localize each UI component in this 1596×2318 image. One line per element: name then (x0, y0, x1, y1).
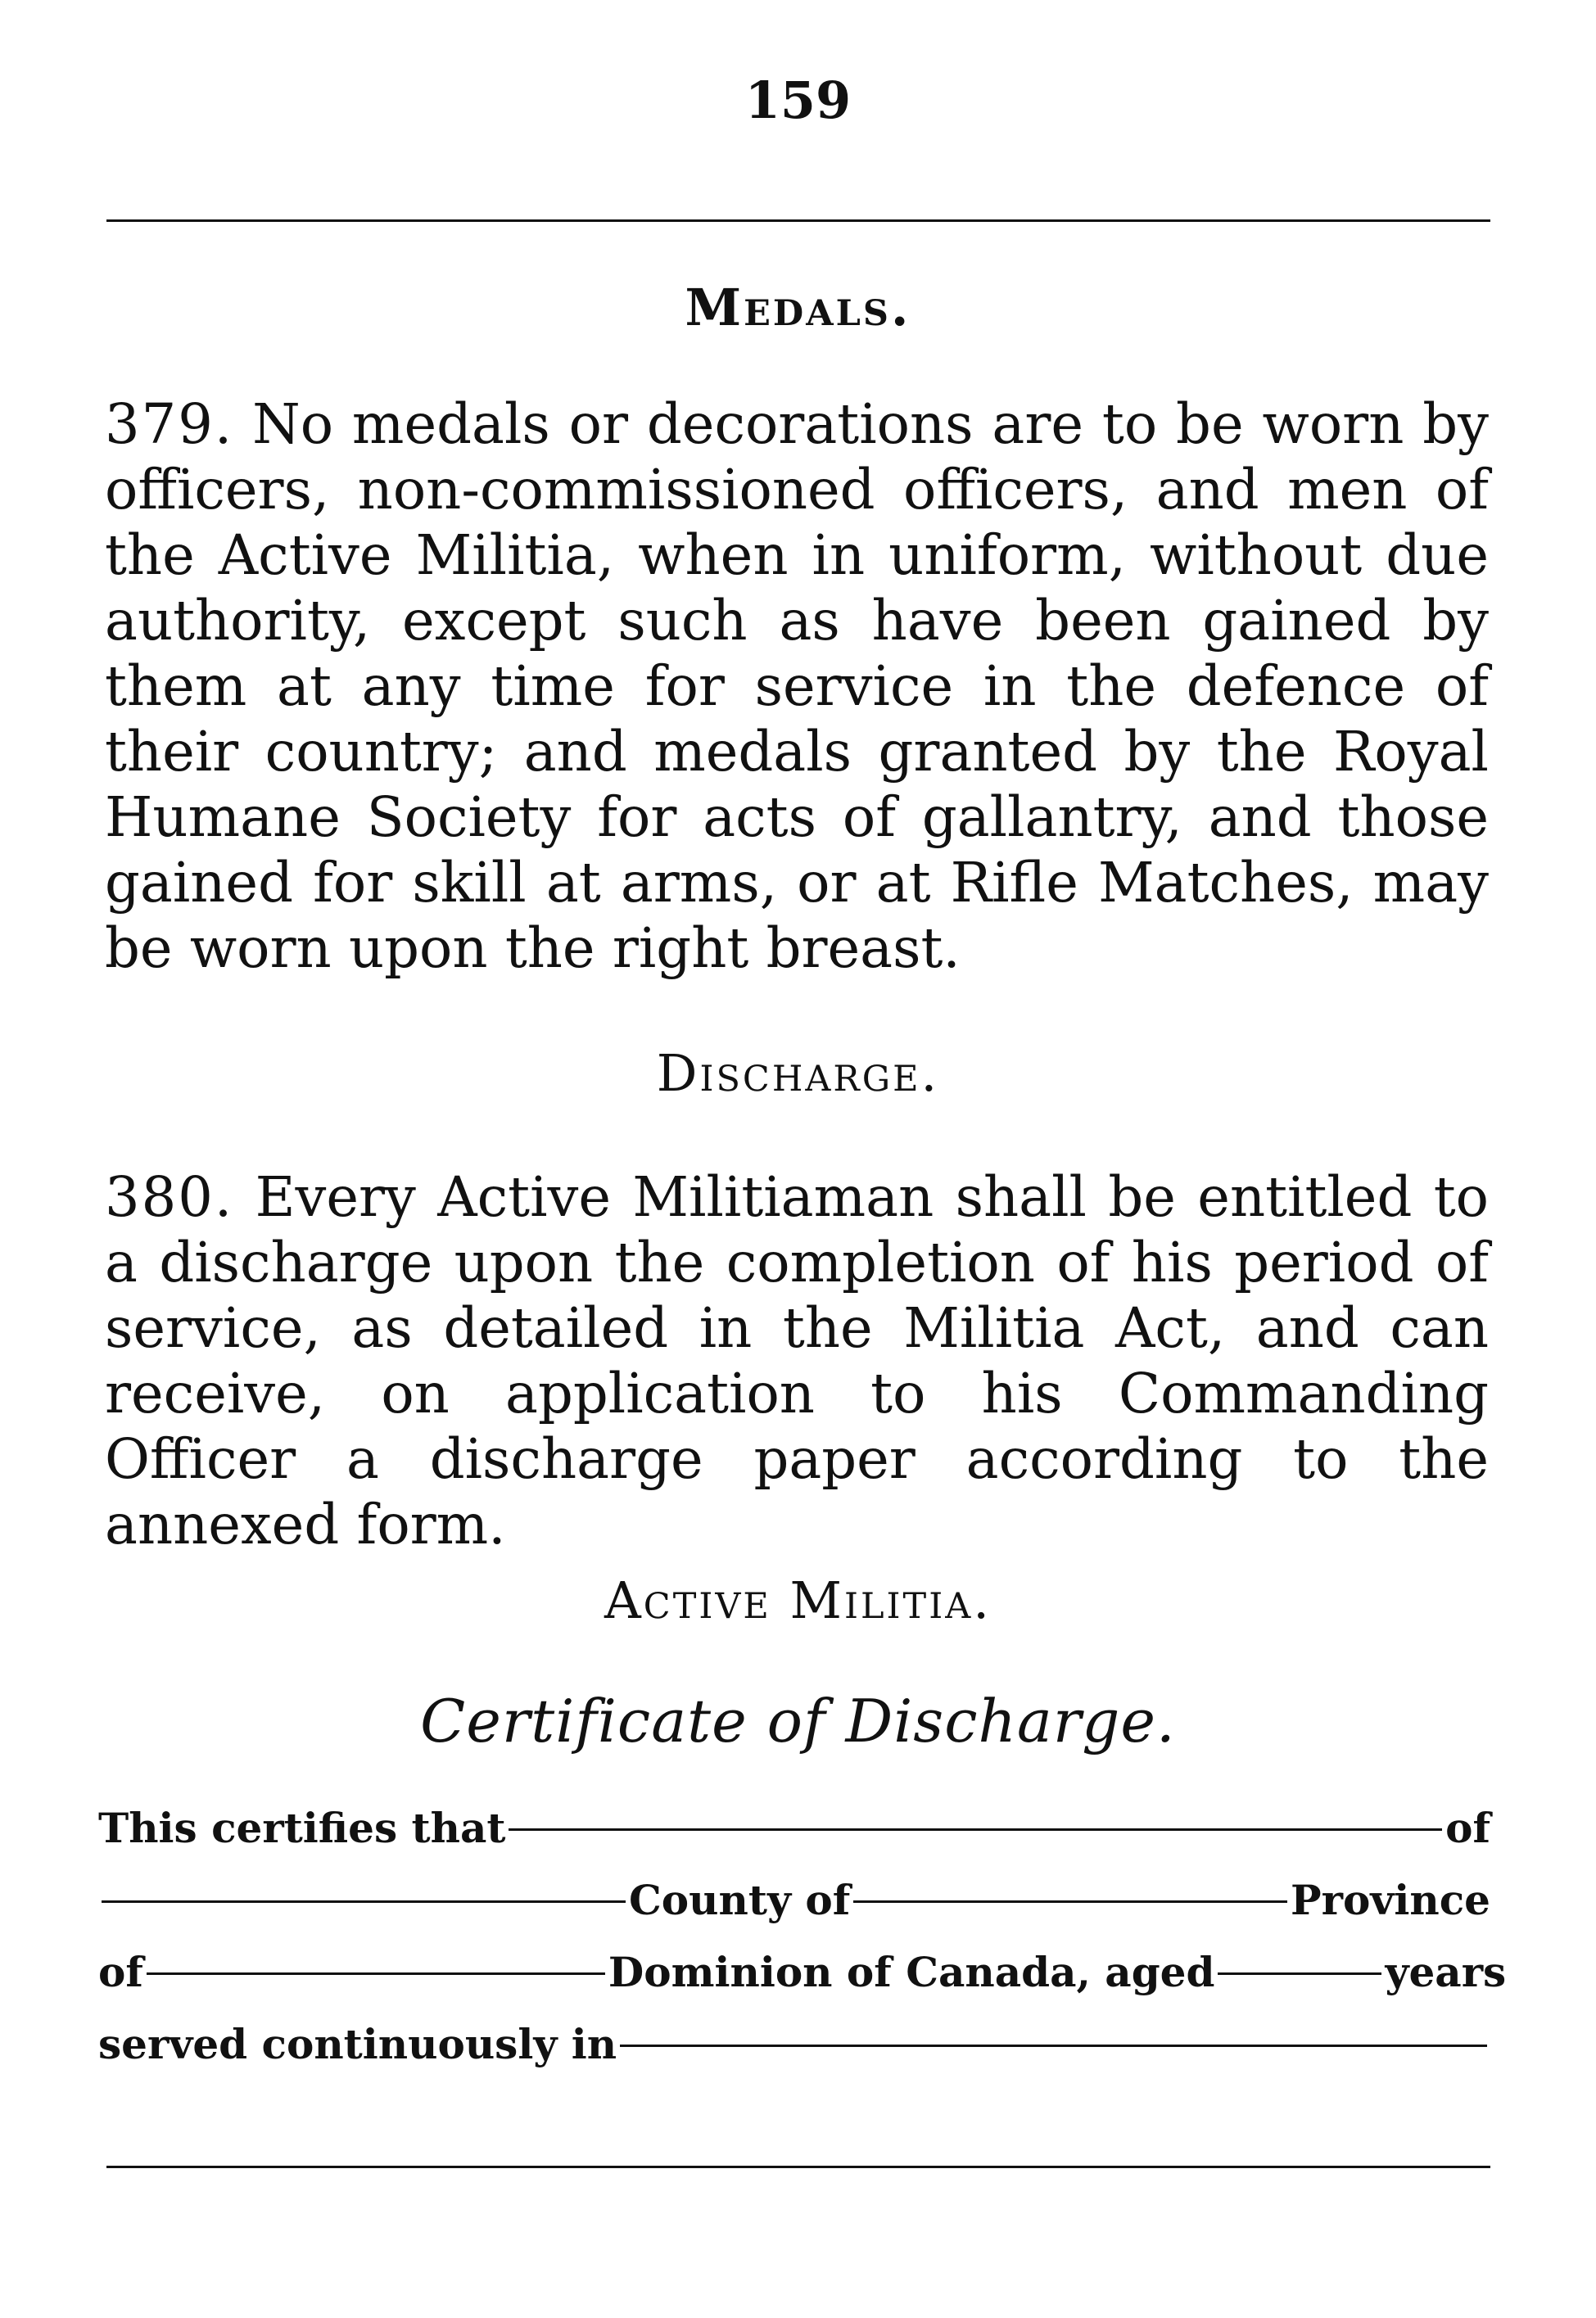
form-label: of (1445, 1804, 1490, 1852)
form-label: Dominion of Canada, aged (608, 1948, 1215, 1996)
page-number: 159 (744, 70, 852, 130)
bottom-rule (106, 2166, 1490, 2168)
form-label: served continuously in (98, 2020, 617, 2068)
service-blank (620, 2045, 1487, 2047)
province-blank (147, 1972, 605, 1975)
paragraph-text: No medals or decorations are to be worn by officers, non-commissioned officers, and men of the Active Militia, when in uniform, without due authority, except such as have been gained by them at any time for service in the defence of their country; and medals granted by the Royal Humane Society for acts of gallantry, and those gained for skill at arms, or at Rifle Matches, may be worn upon the right breast. (105, 392, 1489, 980)
form-line-3 (98, 1948, 1507, 2024)
paragraph-380 (105, 1164, 1489, 1557)
form-heading: Active Militia. (604, 1570, 992, 1630)
form-subheading: Certificate of Discharge. (420, 1687, 1176, 1755)
name-blank (509, 1828, 1442, 1831)
form-line-1 (98, 1804, 1490, 1880)
form-label: years (1385, 1948, 1507, 1996)
form-label: Province (1291, 1876, 1490, 1924)
form-line-2 (98, 1876, 1490, 1952)
place-blank (102, 1900, 626, 1903)
discharge-heading: Discharge. (656, 1043, 940, 1103)
form-label: County of (629, 1876, 851, 1924)
form-label: of (98, 1948, 143, 1996)
form-line-4 (98, 2020, 1490, 2096)
form-label: This certifies that (98, 1804, 506, 1852)
paragraph-379 (105, 391, 1489, 981)
medals-heading: Medals. (685, 278, 911, 337)
county-blank (853, 1900, 1287, 1903)
top-rule (106, 219, 1490, 222)
paragraph-number: 379. (105, 392, 234, 456)
age-blank (1218, 1972, 1381, 1975)
discharge-form (98, 1804, 1507, 2096)
paragraph-text: Every Active Militiaman shall be entitled to a discharge upon the completion of his period of service, as detailed in the Militia Act, and can receive, on application to his Commanding Officer a discharge paper according to the annexed form. (105, 1165, 1489, 1557)
paragraph-number: 380. (105, 1165, 234, 1229)
